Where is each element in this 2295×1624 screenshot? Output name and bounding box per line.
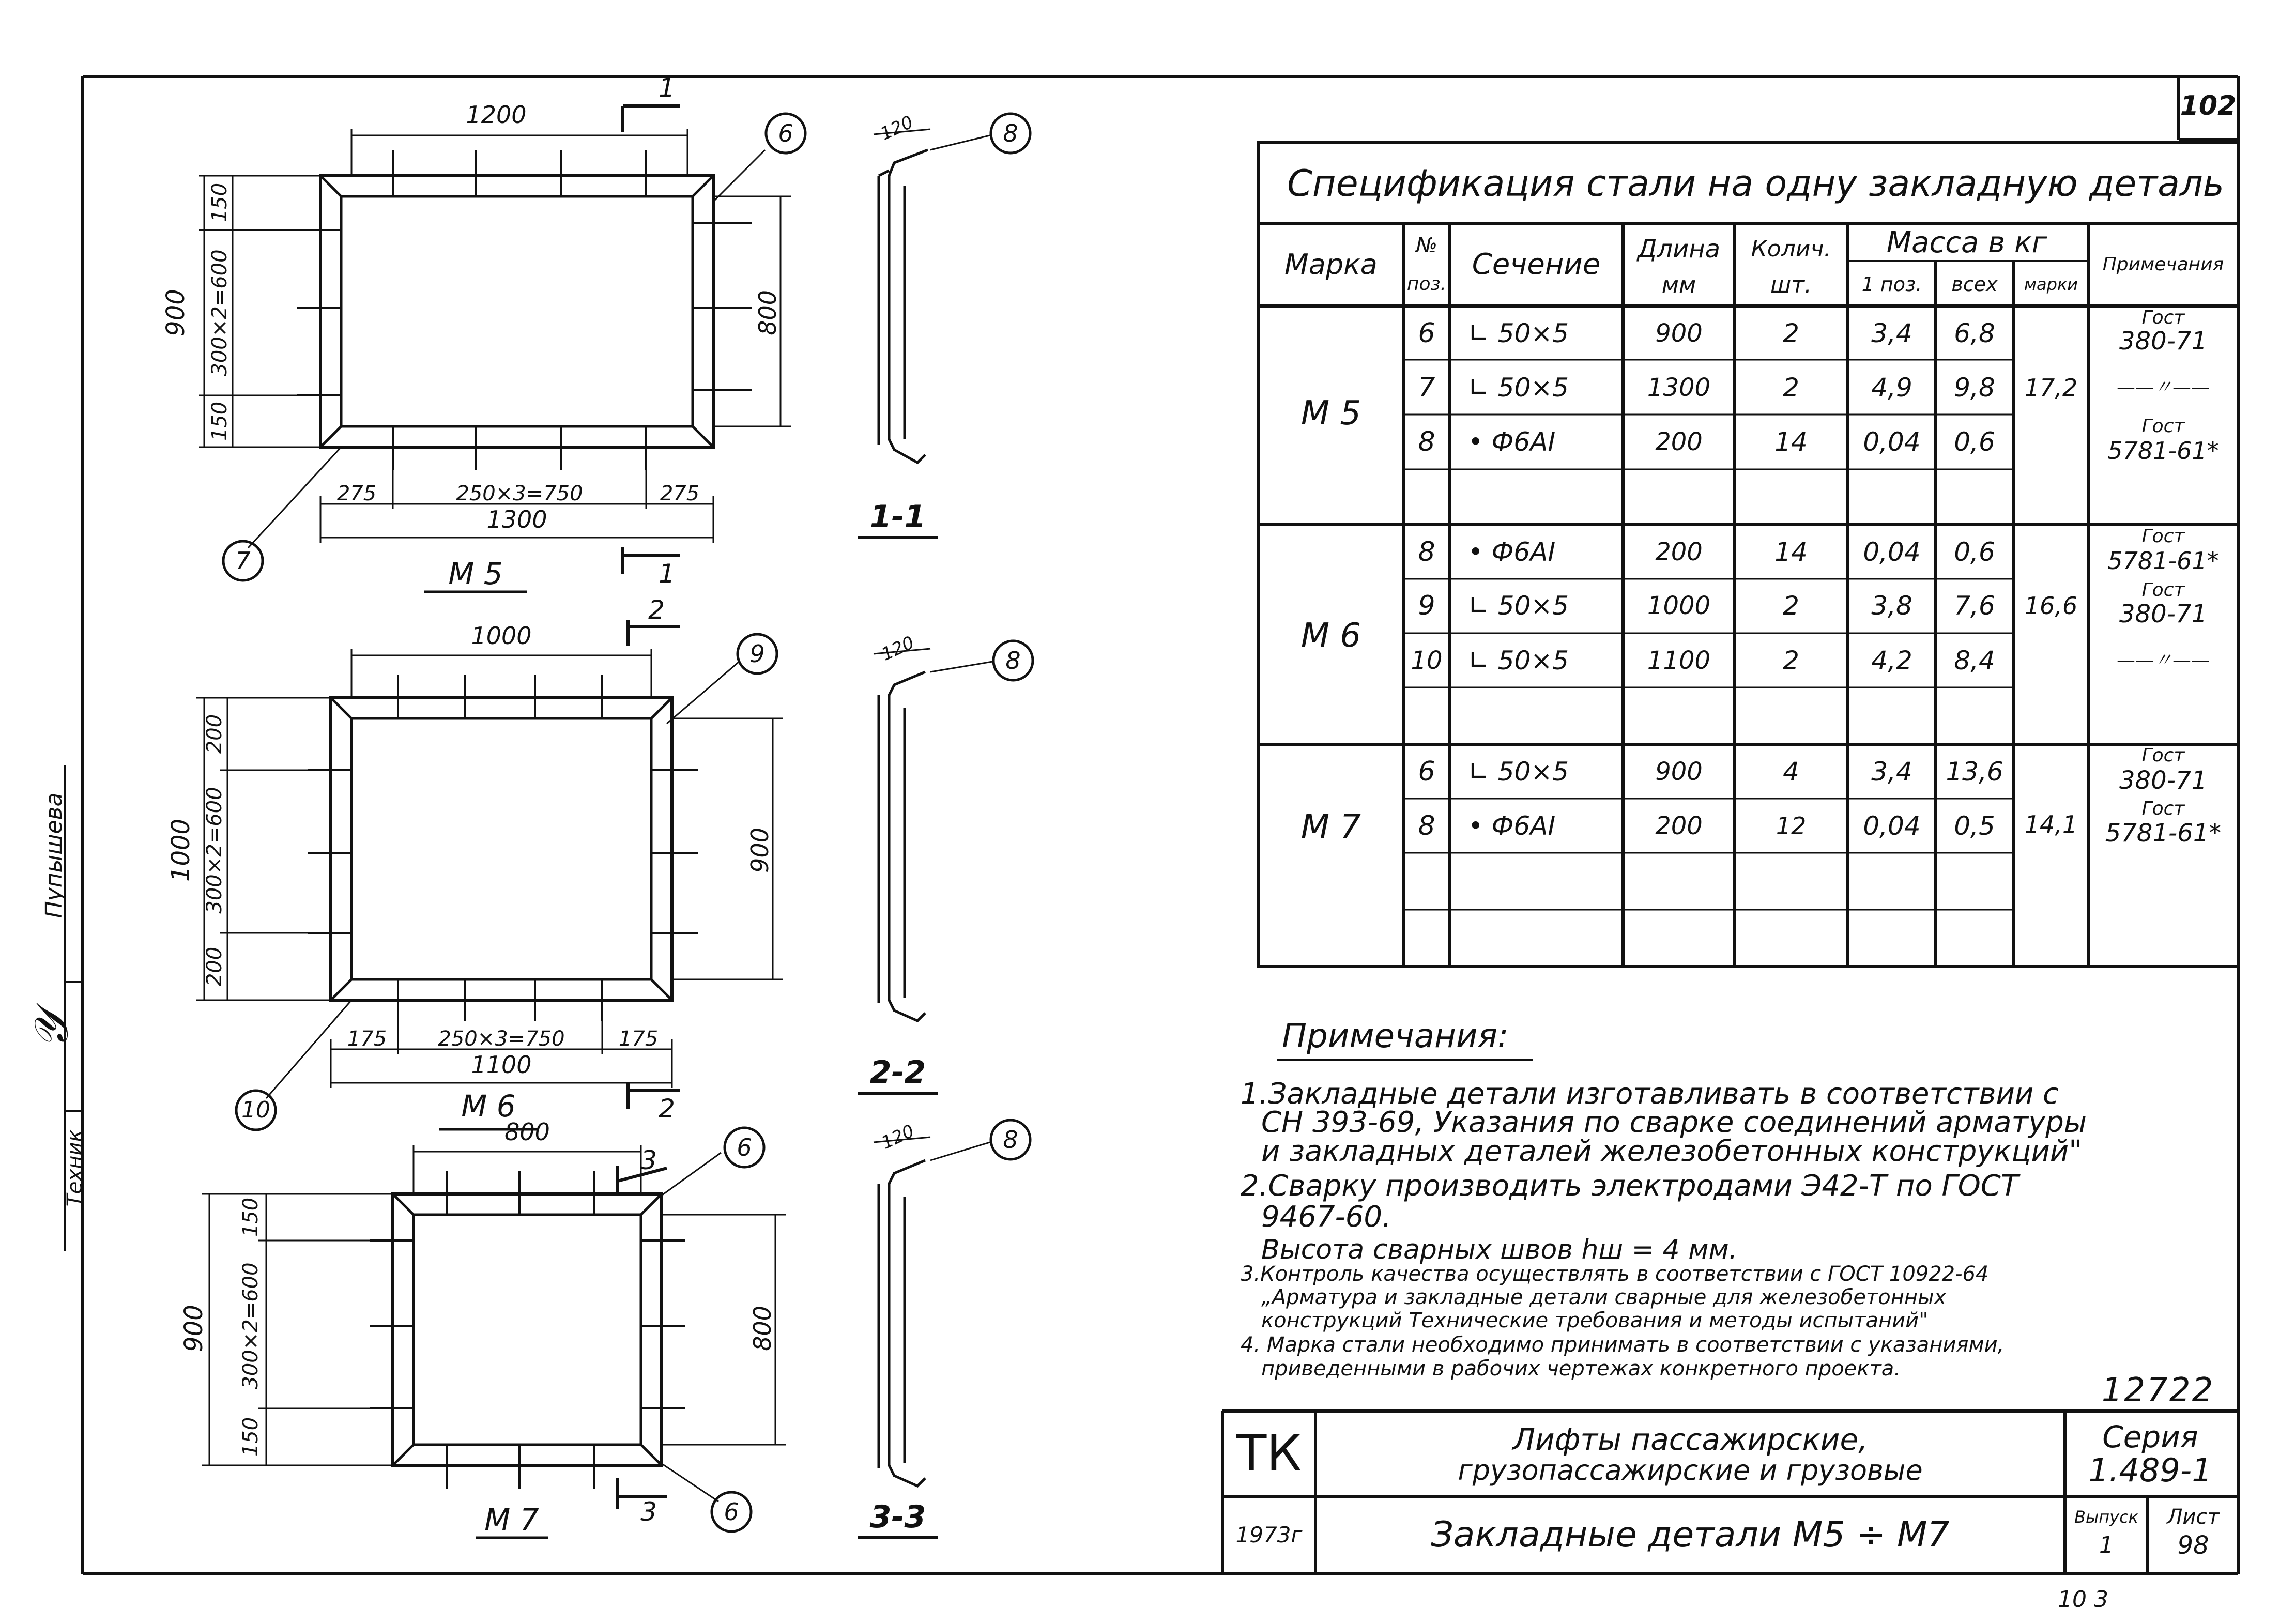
m6-section — [858, 641, 1033, 1093]
spec-total-m7: 14,1 — [2024, 810, 2078, 838]
m5-callout-6: 6 — [778, 119, 793, 147]
m6-callout-9: 9 — [749, 640, 765, 668]
spec-cell: 6 — [1418, 318, 1435, 349]
m7-dim-bottom-end: 150 — [239, 1417, 263, 1457]
note-line: Высота сварных швов hш = 4 мм. — [1261, 1234, 1738, 1265]
m5-dim-width-top: 1200 — [466, 101, 527, 129]
m6-dim-height: 1000 — [166, 818, 195, 882]
spec-note-top: Гост — [2141, 526, 2185, 547]
m7-section-label: 3-3 — [869, 1499, 926, 1535]
spec-cell: 900 — [1655, 757, 1703, 786]
spec-header-mass-mark: марки — [2024, 274, 2078, 294]
m7-callout-6-bottom: 6 — [724, 1498, 739, 1526]
m7-dim-spacing-v: 300×2=600 — [239, 1262, 263, 1389]
m5-dim-height: 900 — [161, 289, 190, 336]
spec-cell: 200 — [1655, 427, 1703, 456]
m7-dim-top-end: 150 — [239, 1197, 263, 1237]
note-line: и закладных деталей железобетонных конструкций" — [1261, 1135, 2082, 1168]
spec-cell: • Ф6АI — [1468, 811, 1556, 841]
spec-note: 5781-61* — [2107, 437, 2219, 465]
spec-title: Спецификация стали на одну закладную деталь — [1287, 162, 2225, 205]
spec-cell: 9 — [1418, 590, 1435, 621]
spec-header-length-bottom: мм — [1661, 272, 1696, 298]
spec-mark-m5: М 5 — [1300, 394, 1361, 433]
stamp-name: Пупышева — [41, 792, 67, 918]
spec-header-qty-top: Колич. — [1751, 236, 1831, 262]
m6-callout-8: 8 — [1005, 647, 1021, 675]
spec-note: 380-71 — [2119, 766, 2208, 795]
spec-cell: 1300 — [1647, 373, 1711, 402]
spec-note-top: Гост — [2141, 579, 2185, 601]
spec-cell: 6,8 — [1954, 318, 1995, 348]
m5-dim-top-end: 150 — [208, 182, 232, 223]
spec-header-mass-all: всех — [1951, 273, 1998, 296]
m5-dim-right-end: 275 — [660, 482, 700, 505]
title-block-sheet-value: 98 — [2177, 1531, 2209, 1560]
spec-cell: 3,8 — [1871, 591, 1912, 621]
spec-cell: ∟ 50×5 — [1468, 757, 1569, 787]
m7-cut-top: 3 — [640, 1145, 657, 1175]
spec-cell: 0,5 — [1954, 811, 1995, 841]
note-line: 2.Сварку производить электродами Э42-Т по ГОСТ — [1241, 1169, 2019, 1203]
note-line: 1.Закладные детали изготавливать в соответствии с — [1241, 1077, 2059, 1111]
spec-cell: 13,6 — [1946, 757, 2003, 787]
spec-cell: 6 — [1418, 756, 1435, 787]
spec-cell: 200 — [1655, 538, 1703, 566]
spec-cell: 3,4 — [1871, 757, 1912, 787]
m5-callout-7: 7 — [235, 547, 251, 575]
spec-cell: 0,04 — [1863, 537, 1921, 567]
spec-cell: 7,6 — [1954, 591, 1995, 621]
note-line: СН 393-69, Указания по сварке соединений арматуры — [1261, 1106, 2087, 1139]
spec-cell: • Ф6АI — [1468, 427, 1556, 457]
spec-cell: 8 — [1418, 537, 1435, 568]
m7-dim-height: 900 — [179, 1305, 208, 1352]
spec-note: 5781-61* — [2107, 547, 2219, 575]
title-block-year: 1973г — [1235, 1522, 1303, 1548]
spec-cell: 9,8 — [1954, 373, 1995, 403]
spec-cell: 4,9 — [1871, 373, 1912, 403]
m5-dim-left-end: 275 — [336, 482, 377, 505]
m7-plate — [202, 1128, 786, 1538]
spec-header-mark: Марка — [1284, 248, 1378, 281]
m7-profile-width: 120 — [878, 1121, 917, 1154]
m7-cut-bottom: 3 — [640, 1497, 657, 1527]
note-line: „Арматура и закладные детали сварные для железобетонных — [1261, 1285, 1947, 1309]
spec-cell: 14 — [1774, 537, 1808, 567]
m6-callout-10: 10 — [241, 1097, 270, 1123]
spec-note: 380-71 — [2119, 600, 2208, 629]
m6-dim-right-end: 175 — [618, 1027, 659, 1051]
m7-section — [858, 1120, 1030, 1538]
spec-cell: 900 — [1655, 319, 1703, 348]
title-block-issue-value: 1 — [2099, 1532, 2114, 1558]
note-line: 9467-60. — [1261, 1200, 1391, 1234]
m6-dim-top-end: 200 — [203, 714, 226, 754]
spec-cell: 1100 — [1647, 646, 1711, 675]
m5-mark: М 5 — [448, 556, 503, 591]
m6-dim-bottom-end: 200 — [203, 946, 226, 987]
m5-dim-height-inner: 800 — [754, 290, 782, 335]
spec-cell: 4,2 — [1871, 646, 1912, 676]
m6-profile-width: 120 — [878, 632, 917, 665]
m6-dim-width-top: 1000 — [471, 622, 532, 650]
stamp-role: Техник — [63, 1129, 87, 1207]
spec-note: ——〃—— — [2116, 377, 2210, 398]
m6-dim-height-inner: 900 — [746, 828, 774, 873]
title-block-subject-1: Лифты пассажирские, — [1512, 1422, 1868, 1457]
spec-note: 380-71 — [2119, 327, 2208, 356]
bottom-sheet-number: 10 3 — [2058, 1586, 2108, 1613]
m6-dim-spacing-v: 300×2=600 — [203, 787, 226, 914]
m5-cut-top: 1 — [659, 73, 675, 103]
spec-mark-m7: М 7 — [1300, 808, 1361, 846]
m5-callout-8: 8 — [1003, 119, 1018, 147]
m7-dim-width-top: 800 — [504, 1118, 550, 1146]
note-line: 4. Марка стали необходимо принимать в соответствии с указаниями, — [1241, 1333, 2005, 1357]
spec-note: ——〃—— — [2116, 650, 2210, 671]
m6-section-label: 2-2 — [869, 1054, 926, 1091]
m7-callout-6-top: 6 — [737, 1133, 752, 1161]
spec-cell: 4 — [1783, 757, 1799, 787]
spec-note-top: Гост — [2141, 416, 2185, 437]
m5-dim-spacing-v: 300×2=600 — [208, 249, 232, 376]
spec-cell: 2 — [1783, 591, 1799, 621]
m5-section-label: 1-1 — [869, 499, 926, 535]
note-line: приведенными в рабочих чертежах конкретного проекта. — [1261, 1357, 1901, 1381]
spec-cell: 10 — [1411, 646, 1443, 675]
spec-cell: 200 — [1655, 811, 1703, 840]
spec-total-m5: 17,2 — [2024, 374, 2078, 402]
m6-cut-bottom: 2 — [659, 1094, 675, 1124]
m5-dim-spacing-h: 250×3=750 — [456, 482, 583, 505]
spec-mark-m6: М 6 — [1300, 617, 1361, 655]
m7-dim-height-inner: 800 — [748, 1306, 776, 1351]
spec-header-mass-one: 1 поз. — [1861, 273, 1922, 296]
spec-cell: 7 — [1418, 372, 1435, 403]
spec-cell: 8 — [1418, 426, 1435, 457]
spec-header-mass: Масса в кг — [1886, 226, 2047, 259]
spec-cell: ∟ 50×5 — [1468, 591, 1569, 621]
spec-note-top: Гост — [2141, 798, 2185, 819]
spec-cell: 12 — [1776, 812, 1807, 840]
spec-header-length-top: Длина — [1637, 235, 1721, 264]
spec-cell: 0,04 — [1863, 427, 1921, 457]
archive-number: 12722 — [2101, 1371, 2215, 1409]
note-line: 3.Контроль качества осуществлять в соответствии с ГОСТ 10922-64 — [1241, 1262, 1989, 1286]
spec-cell: ∟ 50×5 — [1468, 373, 1569, 403]
m7-callout-8: 8 — [1003, 1126, 1018, 1154]
m6-dim-left-end: 175 — [347, 1027, 387, 1051]
spec-header-qty-bottom: шт. — [1770, 272, 1812, 298]
m6-cut-top: 2 — [648, 595, 665, 625]
m5-dim-bottom-end: 150 — [208, 401, 232, 441]
spec-cell: 0,04 — [1863, 811, 1921, 841]
stamp-signature: 𝒴 — [24, 1013, 79, 1050]
title-block-series-label: Серия — [2102, 1419, 2198, 1454]
spec-cell: 2 — [1783, 646, 1799, 676]
spec-total-m6: 16,6 — [2024, 592, 2078, 620]
spec-header-pos-bottom: поз. — [1406, 273, 1447, 295]
spec-header-pos-top: № — [1416, 234, 1437, 257]
m6-dim-width-bottom: 1100 — [471, 1051, 532, 1079]
m5-cut-bottom: 1 — [659, 559, 675, 589]
m6-mark: М 6 — [461, 1089, 516, 1124]
spec-cell: ∟ 50×5 — [1468, 646, 1569, 676]
spec-cell: • Ф6АI — [1468, 537, 1556, 567]
spec-cell: 3,4 — [1871, 318, 1912, 348]
spec-cell: 2 — [1783, 318, 1799, 348]
spec-cell: 8,4 — [1954, 646, 1995, 676]
spec-note-top: Гост — [2141, 745, 2185, 766]
m6-dim-spacing-h: 250×3=750 — [438, 1027, 565, 1051]
spec-table-grid — [1259, 142, 2238, 967]
notes-heading: Примечания: — [1282, 1017, 1509, 1055]
m5-profile-width: 120 — [877, 112, 916, 145]
m5-dim-width-bottom: 1300 — [486, 505, 547, 533]
note-line: конструкций Технические требования и методы испытаний" — [1261, 1309, 1929, 1332]
m7-mark: М 7 — [484, 1502, 539, 1537]
title-block-org: ТК — [1236, 1424, 1302, 1482]
spec-note-top: Гост — [2141, 307, 2185, 328]
title-block-series-value: 1.489-1 — [2088, 1451, 2212, 1489]
spec-cell: 14 — [1774, 427, 1808, 457]
spec-cell: 0,6 — [1954, 427, 1995, 457]
spec-cell: 1000 — [1647, 591, 1711, 620]
spec-cell: 0,6 — [1954, 537, 1995, 567]
title-block-subject-2: грузопассажирские и грузовые — [1458, 1454, 1923, 1487]
spec-cell: ∟ 50×5 — [1468, 318, 1569, 348]
m5-section — [858, 114, 1030, 538]
spec-note: 5781-61* — [2105, 819, 2222, 848]
title-block-sheet-label: Лист — [2167, 1505, 2220, 1529]
spec-header-section: Сечение — [1472, 248, 1601, 281]
spec-cell: 2 — [1783, 373, 1799, 403]
title-block-issue-label: Выпуск — [2074, 1507, 2138, 1527]
title-block-drawing-title: Закладные детали М5 ÷ М7 — [1431, 1514, 1950, 1555]
spec-cell: 8 — [1418, 810, 1435, 841]
page-number: 102 — [2180, 90, 2237, 121]
spec-header-notes: Примечания — [2102, 254, 2224, 275]
